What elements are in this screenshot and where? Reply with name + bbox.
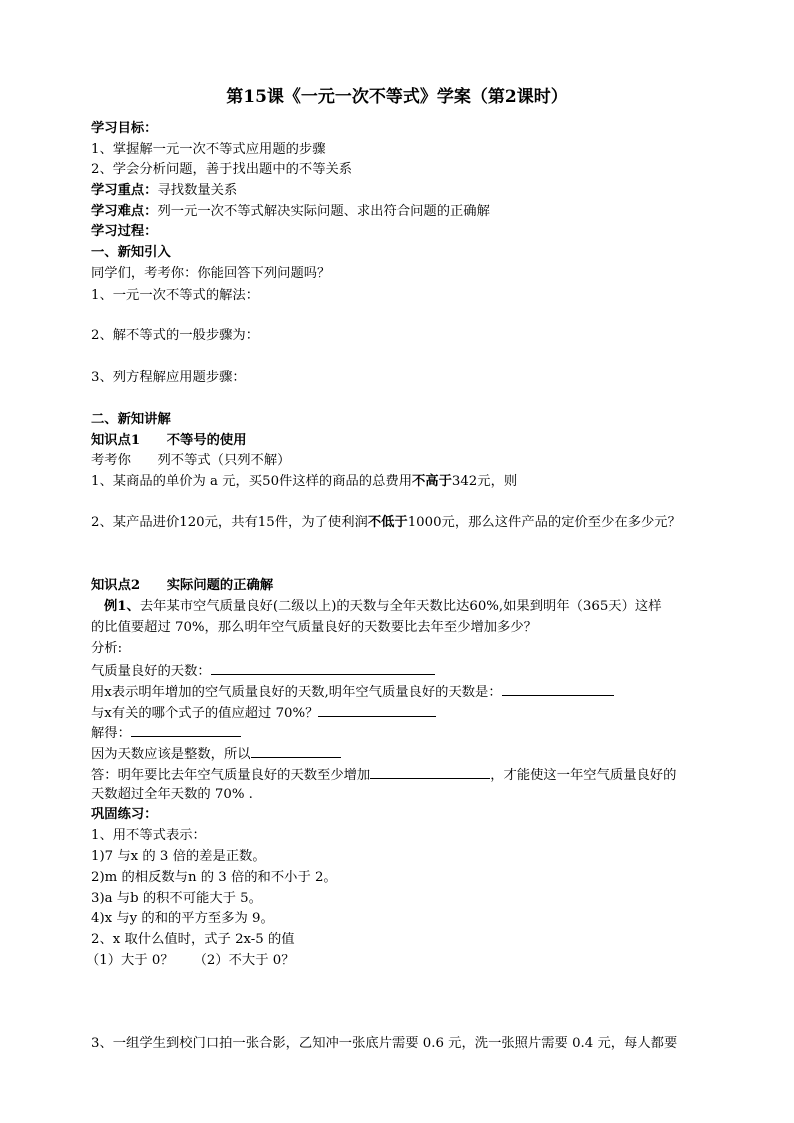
answer-blank[interactable]: [211, 661, 435, 675]
analysis-line-4: [91, 723, 241, 743]
practice-1-item: 4)x 与y 的和的平方至多为 9。: [91, 911, 274, 926]
goal-item-1: 1、掌握解一元一次不等式应用题的步骤: [91, 142, 326, 157]
example-1-text-1: 去年某市空气质量良好(二级以上)的天数与全年天数比达60%,如果到明年（365天）这样: [139, 599, 662, 614]
practice-heading: 巩固练习：: [91, 807, 158, 822]
answer-line-2: 天数超过全年天数的 70% .: [91, 787, 253, 802]
kp1-q1-text-a: 1、某商品的单价为 a 元，买50件这样的商品的总费用: [91, 474, 412, 489]
goal-item-2: 2、学会分析问题，善于找出题中的不等关系: [91, 162, 353, 177]
analysis-line-4-text: 解得：: [91, 726, 131, 741]
example-1-line-1: [104, 598, 662, 616]
kp2-title: 知识点2 实际问题的正确解: [91, 578, 274, 593]
example-1-label: 例1、: [104, 599, 140, 614]
kp1-title: 知识点1 不等号的使用: [91, 433, 247, 448]
section1-q1: 1、一元一次不等式的解法：: [91, 288, 260, 303]
section2-heading: 二、新知讲解: [91, 412, 171, 427]
kp1-q2-text-b: 1000元，那么这件产品的定价至少在多少元？: [407, 515, 681, 530]
kp1-q2-text-a: 2、某产品进价120元，共有15件，为了使利润: [91, 515, 368, 530]
difficulty: [91, 203, 490, 221]
practice-2-parts: （1）大于 0？ （2）不大于 0？: [86, 953, 295, 968]
practice-3: 3、一组学生到校门口拍一张合影，乙知冲一张底片需要 0.6 元，洗一张照片需要 0.4 元，每人都要: [91, 1036, 678, 1051]
kp1-question-2: [91, 514, 681, 532]
analysis-line-1-text: 气质量良好的天数：: [91, 664, 211, 679]
analysis-line-3: [91, 703, 436, 723]
key-point: [91, 182, 237, 200]
kp1-sub: 考考你 列不等式（只列不解）: [91, 453, 291, 468]
key-point-text: 寻找数量关系: [157, 183, 238, 198]
goals-heading: 学习目标：: [91, 121, 158, 136]
difficulty-label: 学习难点：: [91, 204, 158, 219]
practice-1-item: 3)a 与b 的积不可能大于 5。: [91, 891, 262, 906]
answer-blank[interactable]: [318, 703, 436, 717]
practice-2: 2、x 取什么值时，式子 2x-5 的值: [91, 932, 295, 947]
analysis-line-2-text: 用x表示明年增加的空气质量良好的天数,明年空气质量良好的天数是：: [91, 685, 502, 700]
answer-blank[interactable]: [502, 682, 614, 696]
section1-q2: 2、解不等式的一般步骤为：: [91, 328, 260, 343]
kp1-question-1: [91, 473, 517, 491]
answer-blank[interactable]: [131, 723, 241, 737]
kp1-q1-text-b: 342元，则: [451, 474, 518, 489]
answer-blank[interactable]: [251, 744, 341, 758]
difficulty-text: 列一元一次不等式解决实际问题、求出符合问题的正确解: [157, 204, 490, 219]
practice-1: 1、用不等式表示：: [91, 828, 206, 843]
analysis-line-1: [91, 661, 435, 681]
answer-line-1: [91, 765, 676, 785]
example-1-line-2: 的比值要超过 70%，那么明年空气质量良好的天数要比去年至少增加多少？: [91, 620, 537, 635]
answer-blank[interactable]: [370, 765, 490, 779]
analysis-label: 分析:: [91, 641, 123, 656]
kp1-q2-bold: 不低于: [367, 515, 408, 530]
section1-heading: 一、新知引入: [91, 245, 171, 260]
answer-line-1-text-a: 答：明年要比去年空气质量良好的天数至少增加: [91, 768, 371, 783]
analysis-line-3-text: 与x有关的哪个式子的值应超过 70%？: [91, 706, 319, 721]
kp1-q1-bold: 不高于: [412, 474, 452, 489]
analysis-line-2: [91, 682, 614, 702]
answer-line-1-text-b: ，才能使这一年空气质量良好的: [490, 768, 677, 783]
practice-1-item: 1)7 与x 的 3 倍的差是正数。: [91, 849, 266, 864]
key-point-label: 学习重点：: [91, 183, 158, 198]
page-title: 第15课《一元一次不等式》学案（第2课时）: [226, 87, 568, 107]
process-heading: 学习过程：: [91, 224, 158, 239]
practice-1-item: 2)m 的相反数与n 的 3 倍的和不小于 2。: [91, 870, 337, 885]
analysis-line-5: [91, 744, 341, 764]
section1-q3: 3、列方程解应用题步骤：: [91, 370, 246, 385]
section1-intro: 同学们，考考你：你能回答下列问题吗？: [91, 266, 331, 281]
analysis-line-5-text: 因为天数应该是整数，所以: [91, 747, 251, 762]
